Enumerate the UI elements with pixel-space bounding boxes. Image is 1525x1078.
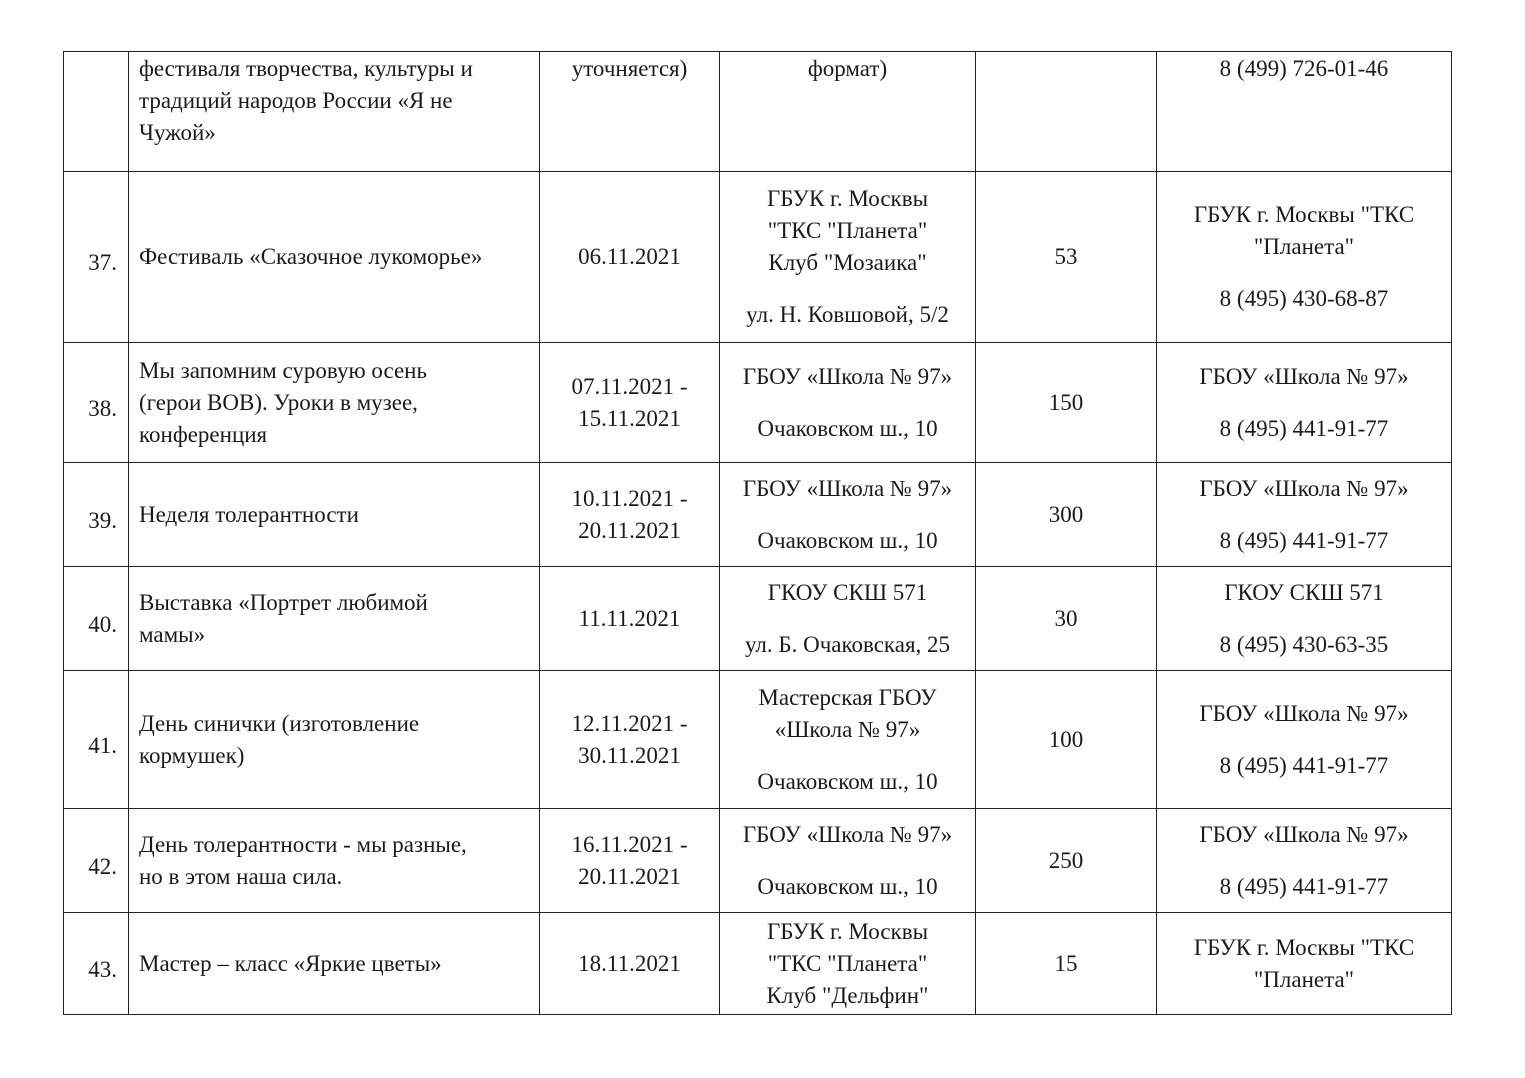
event-place-cell: [720, 567, 976, 671]
event-date-line: 11.11.2021: [578, 605, 681, 631]
event-date-line: 07.11.2021 -: [571, 373, 688, 399]
event-date-line: 20.11.2021: [578, 517, 681, 543]
row-number: 42.: [64, 809, 129, 913]
contact-cell: [1157, 809, 1452, 913]
contact-cell: [1157, 52, 1452, 172]
contact-line: ГБОУ «Школа № 97»: [1199, 475, 1409, 501]
event-date-cell: [540, 671, 720, 809]
table-row: [64, 463, 1452, 567]
event-name-line: но в этом наша сила.: [139, 863, 343, 889]
row-number: 39.: [64, 463, 129, 567]
participants-count: 300: [976, 463, 1157, 567]
contact-cell: [1157, 567, 1452, 671]
event-name-line: мамы»: [139, 621, 206, 647]
contact-line: 8 (495) 441-91-77: [1219, 873, 1389, 899]
event-date-cell: [540, 172, 720, 343]
table-row: [64, 913, 1452, 1015]
event-date-line: уточняется): [571, 56, 688, 81]
event-date-cell: [540, 52, 720, 172]
table-row: [64, 52, 1452, 172]
event-date-line: 12.11.2021 -: [571, 710, 688, 736]
contact-line: ГБУК г. Москвы "ТКС: [1193, 934, 1415, 960]
event-place-cell: [720, 671, 976, 809]
participants-count: 30: [976, 567, 1157, 671]
event-name-line: Мы запомним суровую осень: [139, 357, 427, 383]
participants-count: [976, 52, 1157, 172]
row-number: 43.: [64, 913, 129, 1015]
event-name-line: Мастер – класс «Яркие цветы»: [139, 950, 442, 976]
event-name-line: Фестиваль «Сказочное лукоморье»: [139, 244, 483, 269]
event-name-line: Чужой»: [139, 120, 216, 145]
event-date-line: 16.11.2021 -: [571, 831, 688, 857]
event-name-cell: [129, 172, 540, 343]
event-date-line: 15.11.2021: [578, 405, 681, 431]
contact-line: ГБУК г. Москвы "ТКС: [1193, 202, 1415, 227]
event-place-line: «Школа № 97»: [774, 716, 921, 742]
participants-count: 15: [976, 913, 1157, 1015]
contact-line: 8 (495) 430-63-35: [1219, 631, 1389, 657]
event-name-line: традиций народов России «Я не: [139, 88, 453, 113]
event-place-cell: [720, 463, 976, 567]
event-name-line: конференция: [139, 421, 268, 447]
event-name-cell: [129, 52, 540, 172]
event-place-line: ГБОУ «Школа № 97»: [742, 821, 953, 847]
event-place-line: Очаковском ш., 10: [757, 873, 938, 899]
event-place-line: формат): [807, 56, 888, 81]
contact-line: ГБОУ «Школа № 97»: [1199, 821, 1409, 847]
event-place-line: ГКОУ СКШ 571: [767, 579, 928, 605]
contact-cell: [1157, 671, 1452, 809]
contact-line: "Планета": [1253, 966, 1355, 992]
contact-line: 8 (495) 441-91-77: [1219, 752, 1389, 778]
event-date-cell: [540, 463, 720, 567]
event-place-cell: [720, 172, 976, 343]
event-date-line: 20.11.2021: [578, 863, 681, 889]
event-place-line: "ТКС "Планета": [767, 950, 928, 976]
contact-line: ГБОУ «Школа № 97»: [1199, 363, 1409, 389]
row-number: 40.: [64, 567, 129, 671]
event-name-cell: [129, 913, 540, 1015]
event-name-cell: [129, 671, 540, 809]
table-row: [64, 671, 1452, 809]
events-table: [63, 51, 1452, 1015]
event-name-line: День толерантности - мы разные,: [139, 831, 467, 857]
event-place-line: ул. Н. Ковшовой, 5/2: [746, 302, 949, 327]
table-row: [64, 809, 1452, 913]
event-place-line: Мастерская ГБОУ: [758, 684, 937, 710]
event-place-line: ГБУК г. Москвы: [766, 918, 929, 944]
event-name-line: кормушек): [139, 742, 245, 768]
event-place-line: ГБУК г. Москвы: [766, 186, 929, 211]
event-place-cell: [720, 913, 976, 1015]
event-date-cell: [540, 567, 720, 671]
event-place-line: Клуб "Мозаика": [768, 250, 927, 275]
event-name-line: (герои ВОВ). Уроки в музее,: [139, 389, 418, 415]
contact-line: ГБОУ «Школа № 97»: [1199, 700, 1409, 726]
contact-cell: [1157, 172, 1452, 343]
contact-line: 8 (495) 441-91-77: [1219, 415, 1389, 441]
row-number: [64, 52, 129, 172]
event-name-cell: [129, 343, 540, 463]
contact-line: "Планета": [1253, 234, 1355, 259]
contact-cell: [1157, 343, 1452, 463]
row-number: 37.: [64, 172, 129, 343]
event-place-cell: [720, 52, 976, 172]
table-row: [64, 172, 1452, 343]
event-place-cell: [720, 809, 976, 913]
contact-line: 8 (495) 441-91-77: [1219, 527, 1389, 553]
participants-count: 250: [976, 809, 1157, 913]
participants-count: 150: [976, 343, 1157, 463]
event-place-line: Очаковском ш., 10: [757, 527, 938, 553]
event-place-cell: [720, 343, 976, 463]
contact-cell: [1157, 463, 1452, 567]
event-place-line: Клуб "Дельфин": [766, 982, 929, 1008]
event-date-line: 06.11.2021: [578, 244, 681, 269]
event-place-line: Очаковском ш., 10: [757, 768, 938, 794]
event-date-line: 18.11.2021: [578, 950, 681, 976]
event-name-cell: [129, 809, 540, 913]
row-number: 41.: [64, 671, 129, 809]
contact-cell: [1157, 913, 1452, 1015]
event-place-line: ул. Б. Очаковская, 25: [744, 631, 951, 657]
event-date-cell: [540, 809, 720, 913]
event-name-line: День синички (изготовление: [139, 710, 420, 736]
event-date-line: 10.11.2021 -: [571, 485, 688, 511]
table-row: [64, 567, 1452, 671]
event-name-line: Неделя толерантности: [139, 501, 359, 527]
event-date-line: 30.11.2021: [578, 742, 681, 768]
contact-line: 8 (495) 430-68-87: [1219, 286, 1389, 311]
event-name-cell: [129, 567, 540, 671]
event-name-cell: [129, 463, 540, 567]
contact-line: ГКОУ СКШ 571: [1224, 579, 1384, 605]
event-date-cell: [540, 343, 720, 463]
event-place-line: "ТКС "Планета": [767, 218, 928, 243]
event-place-line: Очаковском ш., 10: [757, 415, 938, 441]
participants-count: 53: [976, 172, 1157, 343]
event-place-line: ГБОУ «Школа № 97»: [742, 475, 953, 501]
row-number: 38.: [64, 343, 129, 463]
table-row: [64, 343, 1452, 463]
event-date-cell: [540, 913, 720, 1015]
participants-count: 100: [976, 671, 1157, 809]
event-name-line: фестиваля творчества, культуры и: [139, 56, 473, 81]
event-name-line: Выставка «Портрет любимой: [139, 589, 428, 615]
contact-line: 8 (499) 726-01-46: [1219, 56, 1389, 81]
event-place-line: ГБОУ «Школа № 97»: [742, 363, 953, 389]
